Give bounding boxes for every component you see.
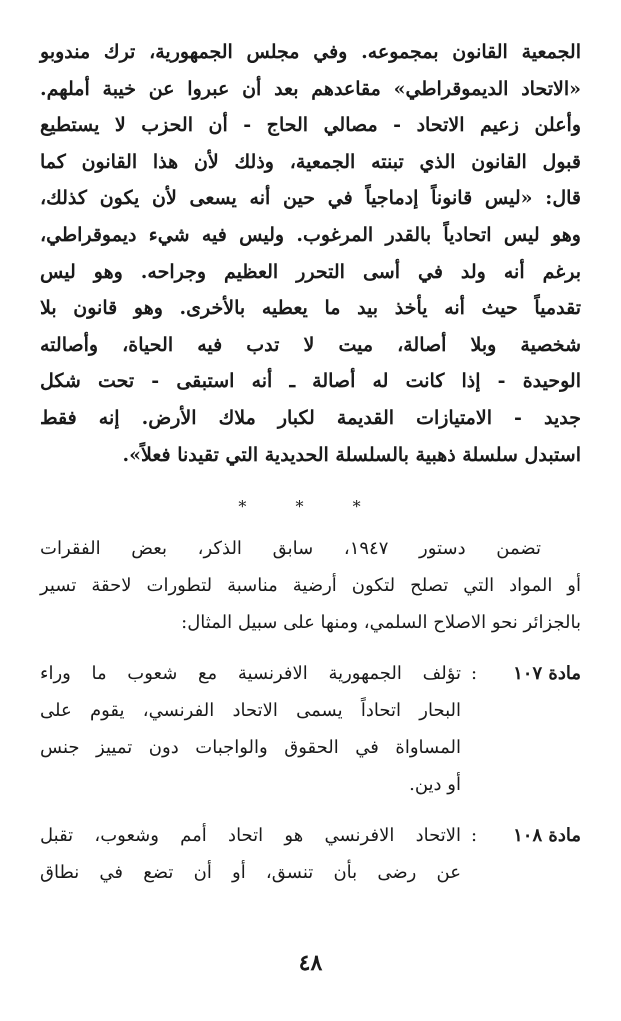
article-label: مادة ١٠٨ [513, 825, 581, 847]
text-line: البحار اتحاداً يسمى الاتحاد الفرنسي، يقوم على [40, 700, 461, 722]
text-line: الجمعية القانون بمجموعه. وفي مجلس الجمهورية، ترك مندوبو [40, 41, 581, 63]
text-line: بالجزائر نحو الاصلاح السلمي، ومنها على سبيل المثال: [181, 612, 581, 634]
text-line: أو المواد التي تصلح لتكون أرضية مناسبة لتطورات لاحقة تسير [40, 575, 581, 597]
text-line: قبول القانون الذي تبنته الجمعية، وذلك لأن هذا القانون كما [40, 150, 581, 173]
article-colon: : [470, 663, 478, 685]
text-line: عن رضى بأن تنسق، أو أن تضع في نطاق [40, 862, 461, 884]
text-line: استبدل سلسلة ذهبية بالسلسلة الحديدية التي تقيدنا فعلاً». [122, 443, 581, 466]
page-number: ٤٨ [298, 950, 323, 976]
text-line: وأعلن زعيم الاتحاد - مصالي الحاج - أن الحزب لا يستطيع [40, 114, 581, 137]
article-colon: : [470, 825, 478, 847]
text-line: برغم أنه ولد في أسى التحرر العظيم وجراحه. وهو ليس [40, 260, 581, 283]
article-text [40, 655, 461, 803]
intro-paragraph [40, 530, 581, 641]
text-line: «الاتحاد الديموقراطي» مقاعدهم بعد أن عبروا عن خيبة أملهم. [40, 77, 581, 100]
text-line: تقدمياً حيث أنه يأخذ بيد ما يعطيه بالأخرى. وهو قانون بلا [40, 297, 581, 320]
article-107 [40, 655, 581, 803]
text-line: وهو ليس اتحادياً بالقدر المرغوب. وليس فيه شيء ديموقراطي، [40, 223, 581, 246]
page-content [40, 34, 581, 891]
text-line: الاتحاد الافرنسي هو اتحاد أمم وشعوب، تقبل [40, 825, 461, 847]
article-108 [40, 817, 581, 891]
text-line: جديد - الامتيازات القديمة لكبار ملاك الأرض. إنه فقط [40, 406, 581, 429]
text-line: تضمن دستور ١٩٤٧، سابق الذكر، بعض الفقرات [40, 538, 541, 560]
quoted-passage [40, 34, 581, 473]
text-line: أو دين. [409, 774, 461, 796]
text-line: قال: «ليس قانوناً إدماجياً في حين أنه يسعى لأن يكون كذلك، [40, 187, 581, 210]
section-separator: * * * [238, 497, 383, 517]
text-line: شخصية وبلا أصالة، ميت لا تدب فيه الحياة، وأصالته [40, 333, 581, 356]
text-line: المساواة في الحقوق والواجبات دون تمييز جنس [40, 737, 461, 759]
article-text [40, 817, 461, 891]
text-line: تؤلف الجمهورية الافرنسية مع شعوب ما وراء [40, 663, 461, 685]
article-label: مادة ١٠٧ [513, 663, 581, 685]
text-line: الوحيدة - إذا كانت له أصالة ـ أنه استبقى - تحت شكل [40, 370, 581, 393]
